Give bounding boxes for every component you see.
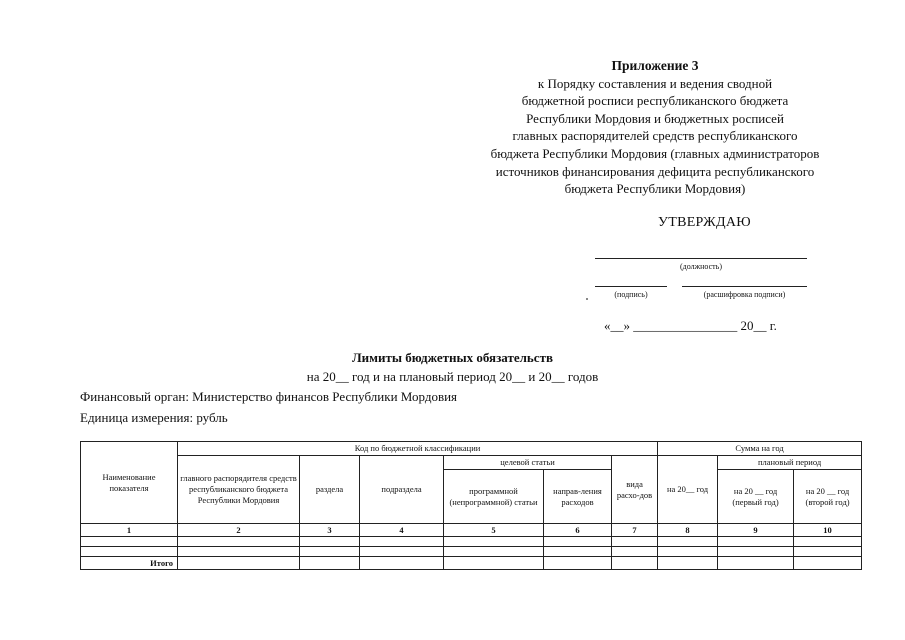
table-cell — [178, 537, 300, 547]
table-cell — [794, 537, 862, 547]
document-subtitle: на 20__ год и на плановый период 20__ и 20__ годов — [306, 369, 599, 384]
table-cell — [360, 547, 444, 557]
table-cell — [612, 537, 658, 547]
table-row — [81, 547, 862, 557]
header-name: Наименование показателя — [81, 442, 178, 524]
table-cell — [794, 547, 862, 557]
measurement-unit: Единица измерения: рубль — [80, 410, 228, 425]
header-subsection: подраздела — [360, 456, 444, 524]
table-cell — [718, 547, 794, 557]
position-line — [595, 258, 807, 259]
column-number: 10 — [794, 524, 862, 537]
header-code-group: Код по бюджетной классификации — [178, 442, 658, 456]
document-title: Лимиты бюджетных обязательств — [352, 350, 553, 365]
total-label: Итого — [81, 557, 178, 570]
scan-speck — [586, 298, 588, 300]
decoding-line — [682, 286, 807, 287]
total-row — [81, 557, 862, 570]
decoding-caption: (расшифровка подписи) — [703, 290, 786, 299]
appendix-line: бюджета Республики Мордовия) — [564, 181, 746, 197]
signature-line — [595, 286, 667, 287]
financial-body: Финансовый орган: Министерство финансов Республики Мордовия — [80, 389, 458, 404]
table-cell — [612, 547, 658, 557]
column-number: 7 — [612, 524, 658, 537]
table-cell — [178, 547, 300, 557]
header-target-group: целевой статьи — [444, 456, 612, 470]
column-numbers-row — [81, 524, 862, 537]
table-row — [81, 537, 862, 547]
appendix-line: Республики Мордовия и бюджетных росписей — [526, 110, 784, 126]
table-cell — [658, 537, 718, 547]
column-number: 2 — [178, 524, 300, 537]
table-cell — [544, 537, 612, 547]
appendix-line: бюджетной росписи республиканского бюджета — [521, 93, 789, 109]
table-cell — [444, 537, 544, 547]
column-number: 9 — [718, 524, 794, 537]
table-cell — [360, 557, 444, 570]
column-number: 5 — [444, 524, 544, 537]
header-program-article: программной (непрограммной) статьи — [444, 470, 544, 524]
appendix-line: к Порядку составления и ведения сводной — [537, 75, 773, 91]
appendix-line: главных распорядителей средств республиканского — [512, 128, 798, 144]
table-cell — [658, 557, 718, 570]
header-current-year: на 20__ год — [658, 456, 718, 524]
table-cell — [444, 557, 544, 570]
appendix-title: Приложение 3 — [611, 58, 699, 73]
column-number: 6 — [544, 524, 612, 537]
appendix-line: источников финансирования дефицита республиканского — [495, 163, 815, 179]
table-cell — [178, 557, 300, 570]
appendix-line: бюджета Республики Мордовия (главных администраторов — [490, 145, 820, 161]
table-cell — [794, 557, 862, 570]
table-cell — [300, 557, 360, 570]
date-line: «__» ________________ 20__ г. — [604, 318, 777, 333]
table-cell — [360, 537, 444, 547]
table-cell — [81, 537, 178, 547]
column-number: 3 — [300, 524, 360, 537]
table-cell — [300, 547, 360, 557]
header-plan-group: плановый период — [718, 456, 862, 470]
header-plan-year-2: на 20 __ год (второй год) — [794, 470, 862, 524]
column-number: 1 — [81, 524, 178, 537]
header-section: раздела — [300, 456, 360, 524]
table-cell — [544, 557, 612, 570]
signature-caption: (подпись) — [614, 290, 648, 299]
limits-table — [80, 441, 862, 570]
table-cell — [718, 557, 794, 570]
appendix-header — [420, 57, 890, 198]
header-direction: направ-ления расходов — [544, 470, 612, 524]
table-cell — [444, 547, 544, 557]
table-cell — [544, 547, 612, 557]
header-expense-type: вида расхо-дов — [612, 456, 658, 524]
header-plan-year-1: на 20 __ год (первый год) — [718, 470, 794, 524]
table-cell — [612, 557, 658, 570]
table-cell — [658, 547, 718, 557]
header-sum-group: Сумма на год — [658, 442, 862, 456]
table-cell — [81, 547, 178, 557]
column-number: 8 — [658, 524, 718, 537]
column-number: 4 — [360, 524, 444, 537]
header-main-manager: главного распорядителя средств республиканского бюджета Республики Мордовия — [178, 456, 300, 524]
table-cell — [300, 537, 360, 547]
table-cell — [718, 537, 794, 547]
approval-heading: УТВЕРЖДАЮ — [658, 215, 751, 230]
position-caption: (должность) — [680, 262, 722, 271]
